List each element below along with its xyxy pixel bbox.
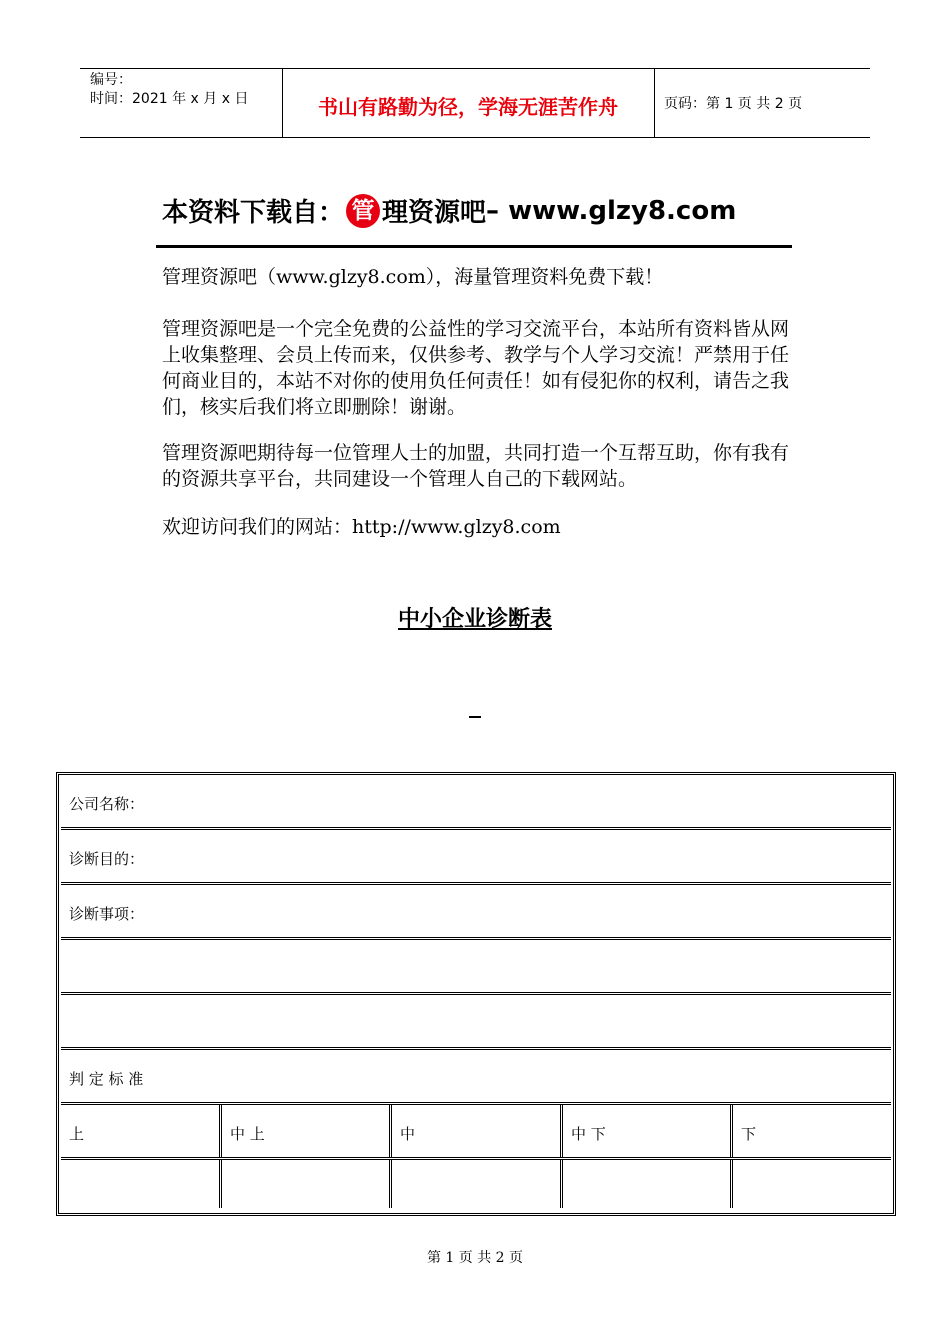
page-header xyxy=(80,68,870,138)
blank-row xyxy=(61,995,891,1050)
items-row xyxy=(61,885,891,940)
grade-cell xyxy=(563,1105,733,1157)
grade-header-row xyxy=(61,1105,891,1160)
blank-row xyxy=(61,940,891,995)
company-label: 公司名称： xyxy=(69,795,145,813)
grade-label: 上 xyxy=(69,1125,85,1143)
grade-cell xyxy=(222,1105,392,1157)
criteria-row xyxy=(61,1050,891,1105)
grade-cell xyxy=(733,1105,883,1157)
grade-cell xyxy=(61,1105,222,1157)
header-motto: 书山有路勤为径，学海无涯苦作舟 xyxy=(318,95,618,119)
intro-paragraph: 管理资源吧是一个完全免费的公益性的学习交流平台，本站所有资料皆从网上收集整理、会员上传而来，仅供参考、教学与个人学习交流！严禁用于任何商业目的，本站不对你的使用负任何责任！如有侵犯你的权利，请告之我们，核实后我们将立即删除！谢谢。 xyxy=(162,318,790,418)
header-meta xyxy=(90,71,248,109)
diagnosis-table xyxy=(56,772,896,1216)
download-banner xyxy=(162,192,736,229)
time-label: 时间：2021 年 x 月 x 日 xyxy=(90,91,249,107)
grade-label: 中 xyxy=(400,1125,416,1143)
grade-value-cell xyxy=(222,1160,392,1208)
header-page-number: 页码：第 1 页 共 2 页 xyxy=(664,96,803,112)
header-divider xyxy=(654,69,655,137)
company-row xyxy=(61,775,891,830)
page-footer: 第 1 页 共 2 页 xyxy=(426,1250,524,1266)
site-logo-icon: 管 xyxy=(346,194,380,228)
grade-label: 中 上 xyxy=(230,1125,265,1143)
banner-rule xyxy=(156,245,792,248)
banner-site-name: 理资源吧 xyxy=(382,198,487,228)
grade-cell xyxy=(392,1105,563,1157)
grade-value-cell xyxy=(392,1160,563,1208)
grade-label: 中 下 xyxy=(571,1125,606,1143)
intro-paragraph: 管理资源吧期待每一位管理人士的加盟，共同打造一个互帮互助，你有我有的资源共享平台，共同建设一个管理人自己的下载网站。 xyxy=(162,442,790,490)
dash-mark xyxy=(469,716,481,718)
grade-label: 下 xyxy=(741,1125,757,1143)
grade-value-cell xyxy=(563,1160,733,1208)
number-label: 编号： xyxy=(90,72,132,88)
purpose-row xyxy=(61,830,891,885)
banner-prefix: 本资料下载自： xyxy=(162,198,345,228)
welcome-line: 欢迎访问我们的网站：http://www.glzy8.com xyxy=(162,516,561,538)
banner-url: – www.glzy8.com xyxy=(486,195,737,226)
grade-value-cell xyxy=(61,1160,222,1208)
purpose-label: 诊断目的： xyxy=(69,850,145,868)
items-label: 诊断事项： xyxy=(69,905,145,923)
intro-line: 管理资源吧（www.glzy8.com），海量管理资料免费下载！ xyxy=(162,266,664,288)
criteria-label: 判 定 标 准 xyxy=(69,1070,144,1088)
grade-value-row xyxy=(61,1160,891,1208)
page-title: 中小企业诊断表 xyxy=(397,607,552,632)
